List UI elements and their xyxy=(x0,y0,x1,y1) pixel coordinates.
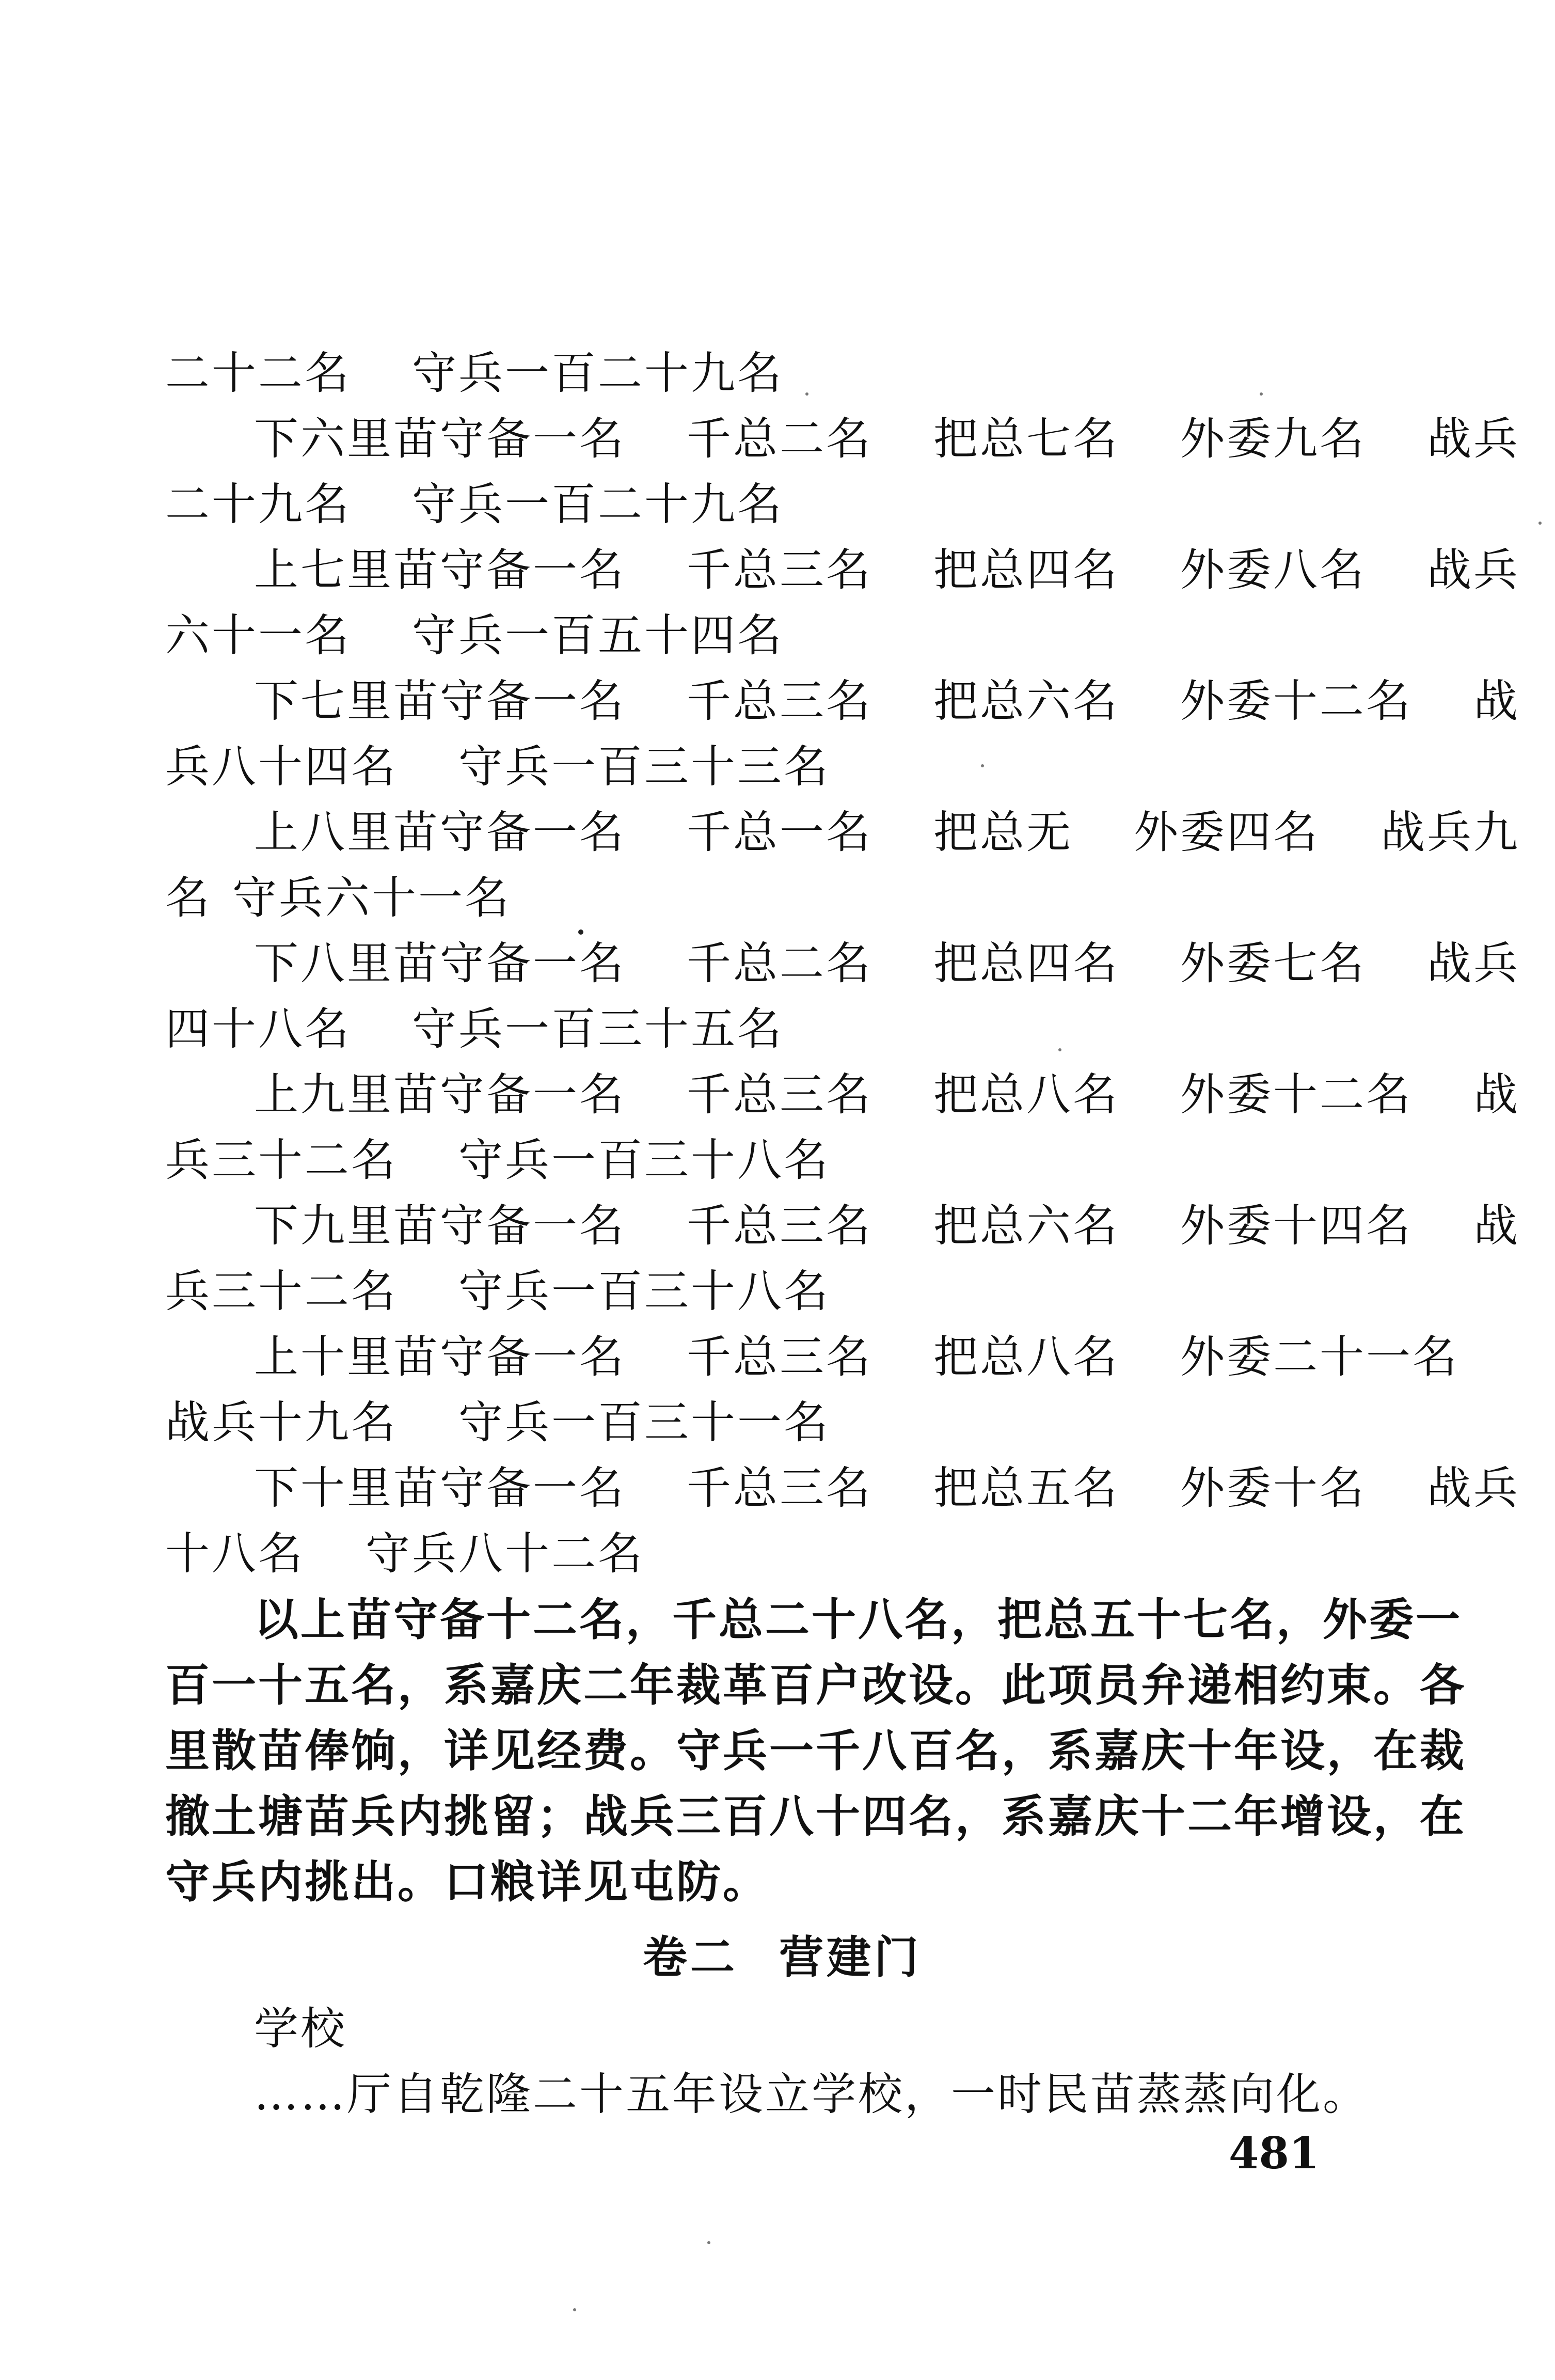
paragraph-xiajiu xyxy=(165,1193,1520,1325)
text-segment: 把总五名 xyxy=(933,1462,1119,1514)
scan-speck xyxy=(578,929,583,935)
text-segment: 守兵一百三十一名 xyxy=(458,1397,830,1448)
text-line xyxy=(165,406,1520,472)
text-segment: 外委二十一名 xyxy=(1180,1331,1459,1383)
text-segment: 守兵一百三十八名 xyxy=(458,1266,830,1317)
text-segment: 把总四名 xyxy=(933,938,1119,989)
text-segment: 战 xyxy=(1473,1069,1520,1121)
text-line xyxy=(165,800,1520,865)
text-segment: 上七里苗守备一名 xyxy=(254,544,626,596)
text-segment: 下十里苗守备一名 xyxy=(254,1462,626,1514)
section-heading xyxy=(165,1919,1399,1996)
text-line xyxy=(165,1390,1399,1456)
text-line: 撤土塘苗兵内挑留；战兵三百八十四名，系嘉庆十二年增设，在 xyxy=(165,1790,1466,1842)
text-segment: 上八里苗守备一名 xyxy=(254,807,626,858)
text-segment: 兵三十二名 xyxy=(165,1134,398,1186)
text-segment: 外委七名 xyxy=(1180,938,1366,989)
text-line xyxy=(165,734,1399,800)
text-line xyxy=(165,1325,1459,1390)
text-line xyxy=(165,931,1520,997)
text-segment: 下八里苗守备一名 xyxy=(254,938,626,989)
text-segment: 上九里苗守备一名 xyxy=(254,1069,626,1121)
text-segment: 外委十四名 xyxy=(1180,1200,1413,1252)
text-segment: 战 xyxy=(1473,675,1520,727)
text-line xyxy=(165,603,1399,669)
text-segment: 守兵一百三十三名 xyxy=(458,741,830,793)
text-line: 以上苗守备十二名，千总二十八名，把总五十七名，外委一 xyxy=(254,1594,1462,1646)
text-line xyxy=(165,1521,1399,1587)
text-segment: 守兵一百二十九名 xyxy=(412,479,784,530)
text-segment: 千总三名 xyxy=(687,675,872,727)
section-title: 营建门 xyxy=(779,1931,922,1983)
text-line xyxy=(165,538,1520,603)
text-segment: 下六里苗守备一名 xyxy=(254,413,626,465)
scan-speck xyxy=(707,2241,710,2244)
scan-speck xyxy=(1058,1048,1061,1051)
scan-speck xyxy=(573,2308,576,2311)
text-segment: 外委十二名 xyxy=(1180,675,1413,727)
text-line xyxy=(165,669,1520,734)
paragraph-xiashi xyxy=(165,1456,1520,1587)
text-line xyxy=(165,1128,1399,1193)
text-line: 守兵内挑出。口粮详见屯防。 xyxy=(165,1856,769,1908)
text-segment: 守兵八十二名 xyxy=(366,1528,644,1580)
text-segment: 外委十名 xyxy=(1180,1462,1366,1514)
text-segment: 把总无 xyxy=(933,807,1073,858)
paragraph-shangba xyxy=(165,800,1520,931)
text-segment: 把总八名 xyxy=(933,1069,1119,1121)
text-line xyxy=(165,1259,1399,1325)
text-segment: 千总三名 xyxy=(687,1200,872,1252)
paragraph-continuation xyxy=(165,341,1399,406)
page-number: 481 xyxy=(1229,2127,1320,2179)
text-segment: 千总三名 xyxy=(687,1462,872,1514)
text-line: 里散苗俸饷，详见经费。守兵一千八百名，系嘉庆十年设，在裁 xyxy=(165,1725,1466,1777)
text-segment: 战 xyxy=(1473,1200,1520,1252)
text-segment: 守兵一百三十八名 xyxy=(458,1134,830,1186)
text-segment: 战兵 xyxy=(1427,1462,1520,1514)
text-segment: 把总四名 xyxy=(933,544,1119,596)
scan-speck xyxy=(1538,522,1542,525)
paragraph-xiaba xyxy=(165,931,1520,1062)
summary-paragraph xyxy=(165,1587,1466,1915)
text-segment: 把总七名 xyxy=(933,413,1119,465)
text-segment: 守兵一百三十五名 xyxy=(412,1003,784,1055)
text-line xyxy=(165,1062,1520,1128)
volume-label: 卷二 xyxy=(643,1931,738,1983)
text-segment: 战兵 xyxy=(1427,413,1520,465)
text-segment: 战兵 xyxy=(1427,544,1520,596)
text-segment: 把总六名 xyxy=(933,675,1119,727)
text-line: 百一十五名，系嘉庆二年裁革百户改设。此项员弁递相约束。各 xyxy=(165,1659,1466,1711)
text-line xyxy=(165,472,1399,538)
text-segment: 战兵九 xyxy=(1381,807,1520,858)
paragraph-xialiu xyxy=(165,406,1520,538)
paragraph-shangjiu xyxy=(165,1062,1520,1193)
text-segment: 外委四名 xyxy=(1134,807,1320,858)
text-body xyxy=(165,341,1520,2127)
text-segment: 上十里苗守备一名 xyxy=(254,1331,626,1383)
subheading: 学校 xyxy=(254,2003,347,2055)
text-segment: 下九里苗守备一名 xyxy=(254,1200,626,1252)
text-segment: 千总三名 xyxy=(687,544,872,596)
text-segment: 外委十二名 xyxy=(1180,1069,1413,1121)
scan-speck xyxy=(981,764,984,767)
scan-speck xyxy=(805,392,808,396)
text-segment: 千总三名 xyxy=(687,1069,872,1121)
text-segment: 千总三名 xyxy=(687,1331,872,1383)
text-segment: 下七里苗守备一名 xyxy=(254,675,626,727)
text-segment: 守兵一百二十九名 xyxy=(412,348,784,399)
text-line xyxy=(165,341,1399,406)
text-segment: 名 xyxy=(165,872,212,924)
text-segment: 四十八名 xyxy=(165,1003,351,1055)
text-segment: 战兵十九名 xyxy=(165,1397,398,1448)
text-line xyxy=(165,865,1399,931)
text-segment: 二十九名 xyxy=(165,479,351,530)
text-segment: 千总二名 xyxy=(687,413,872,465)
text-segment: 守兵六十一名 xyxy=(232,872,511,924)
quote-line: ……厅自乾隆二十五年设立学校，一时民苗蒸蒸向化。 xyxy=(254,2069,1369,2120)
text-segment: 千总一名 xyxy=(687,807,872,858)
text-segment: 千总二名 xyxy=(687,938,872,989)
text-segment: 二十二名 xyxy=(165,348,351,399)
text-segment: 兵八十四名 xyxy=(165,741,398,793)
paragraph-shangshi xyxy=(165,1325,1459,1456)
text-line xyxy=(165,1193,1520,1259)
text-line xyxy=(165,997,1399,1062)
scan-speck xyxy=(1260,392,1263,396)
text-segment: 六十一名 xyxy=(165,610,351,661)
text-segment: 外委八名 xyxy=(1180,544,1366,596)
text-segment: 守兵一百五十四名 xyxy=(412,610,784,661)
text-segment: 兵三十二名 xyxy=(165,1266,398,1317)
text-segment: 战兵 xyxy=(1427,938,1520,989)
paragraph-xiaqi xyxy=(165,669,1520,800)
text-segment: 把总六名 xyxy=(933,1200,1119,1252)
paragraph-shangqi xyxy=(165,538,1520,669)
text-segment: 十八名 xyxy=(165,1528,305,1580)
text-segment: 外委九名 xyxy=(1180,413,1366,465)
text-segment: 把总八名 xyxy=(933,1331,1119,1383)
text-line xyxy=(165,1456,1520,1521)
